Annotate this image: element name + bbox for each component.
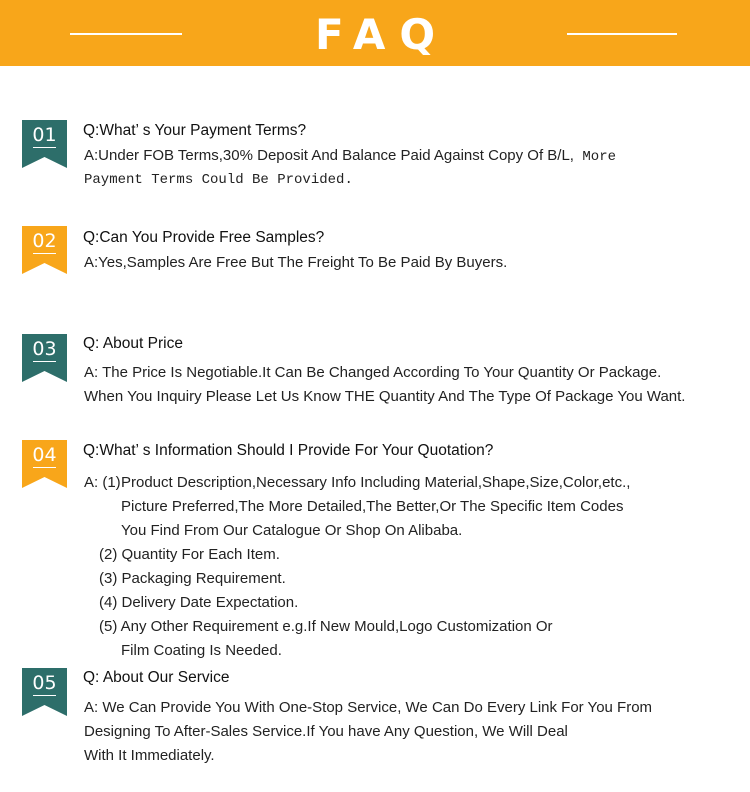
faq-question-04: Q:What’ s Information Should I Provide For Your Quotation? [83,442,494,459]
faq-number-badge-04 [22,440,67,488]
faq-number: 03 [22,338,67,360]
faq-answer-04-prefix: A: (1) [84,474,121,491]
faq-number: 02 [22,230,67,252]
faq-answer-04-item4: (4) Delivery Date Expectation. [99,594,299,611]
faq-answer-02: A:Yes,Samples Are Free But The Freight To Be Paid By Buyers. [84,254,508,271]
faq-answer-01-line2: Payment Terms Could Be Provided. [84,172,353,188]
header-right-rule [567,33,677,35]
faq-answer-03-line2: When You Inquiry Please Let Us Know THE Quantity And The Type Of Package You Want. [84,388,686,405]
answer-line-tail: More [573,149,616,165]
faq-question-03: Q: About Price [83,335,183,352]
faq-answer-03-line1: A: The Price Is Negotiable.It Can Be Changed According To Your Quantity Or Package. [84,364,662,381]
faq-question-02: Q:Can You Provide Free Samples? [83,229,325,246]
faq-question-01: Q:What’ s Your Payment Terms? [83,122,307,139]
faq-number-badge-02 [22,226,67,274]
faq-answer-04-item1-line1: Product Description,Necessary Info Including Material,Shape,Size,Color,etc., [121,474,631,491]
page-title: FAQ [314,10,450,59]
faq-answer-05-line3: With It Immediately. [84,747,215,764]
faq-answer-04-item5: (5) Any Other Requirement e.g.If New Mould,Logo Customization Or [99,618,553,635]
faq-answer-04-item2: (2) Quantity For Each Item. [99,546,280,563]
faq-answer-05-line1: A: We Can Provide You With One-Stop Service, We Can Do Every Link For You From [84,699,653,716]
faq-answer-04-item1-line3: You Find From Our Catalogue Or Shop On Alibaba. [121,522,463,539]
answer-line: A:Under FOB Terms,30% Deposit And Balance Paid Against Copy Of B/L, [84,147,574,164]
faq-number: 04 [22,444,67,466]
faq-number: 05 [22,672,67,694]
faq-answer-04-item5-continued: Film Coating Is Needed. [121,642,282,659]
faq-number-badge-03 [22,334,67,382]
faq-answer-01 [84,144,616,169]
faq-number-badge-01 [22,120,67,168]
faq-number-badge-05 [22,668,67,716]
faq-number: 01 [22,124,67,146]
faq-answer-05-line2: Designing To After-Sales Service.If You have Any Question, We Will Deal [84,723,568,740]
faq-answer-04-item3: (3) Packaging Requirement. [99,570,286,587]
faq-header-banner [0,0,750,66]
faq-question-05: Q: About Our Service [83,669,230,686]
faq-answer-04-item1-line2: Picture Preferred,The More Detailed,The Better,Or The Specific Item Codes [121,498,624,515]
